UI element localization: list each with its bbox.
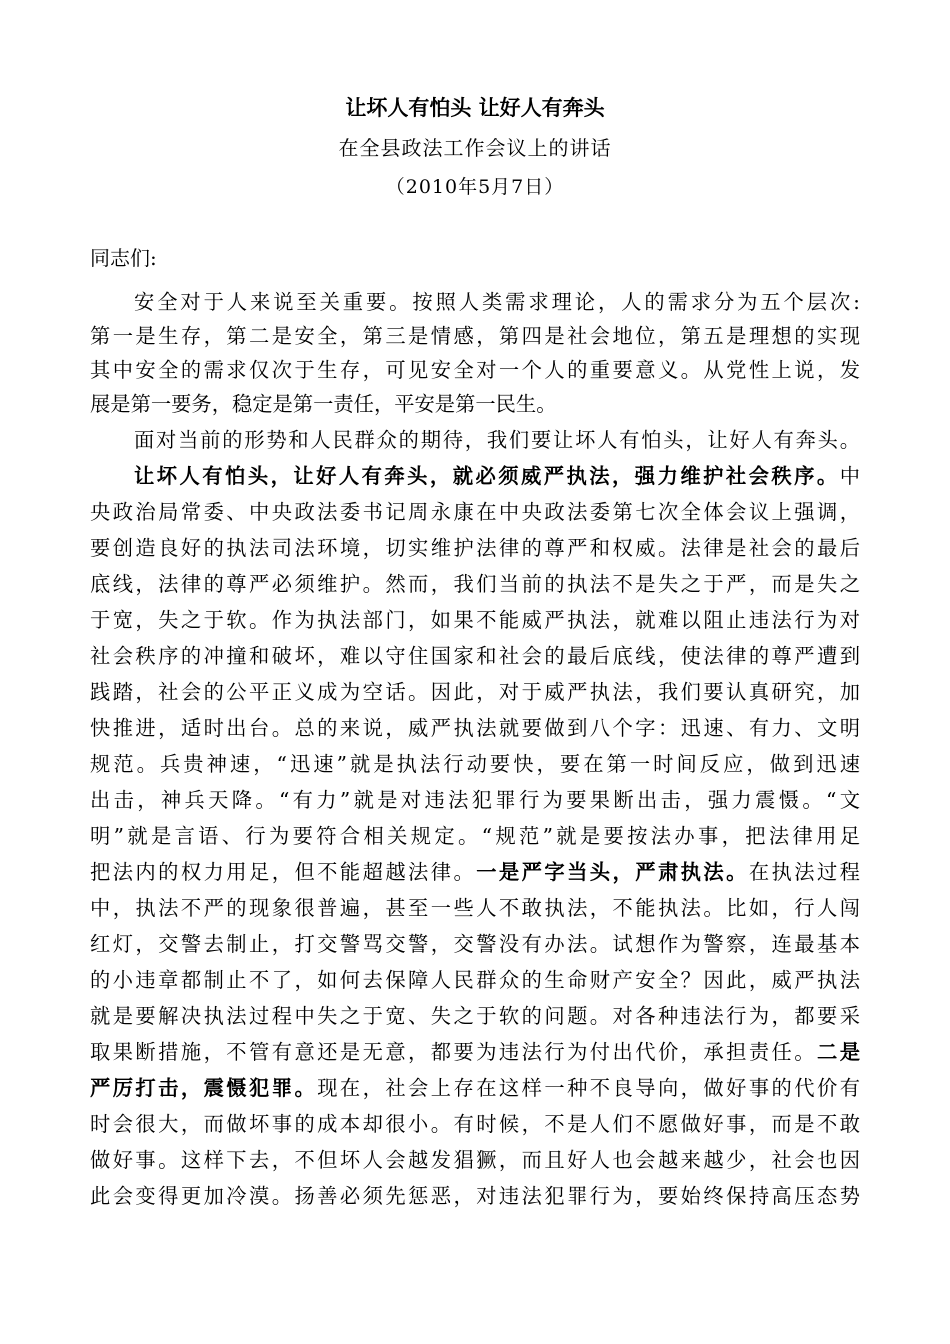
body-text: 快推进，适时出台。总的来说，威严执法就要做到八个字：迅速、有力、文明 [90, 716, 860, 740]
body-text: 取果断措施，不管有意还是无意，都要为违法行为付出代价，承担责任。 [90, 1040, 817, 1064]
body-line [90, 1070, 860, 1106]
body-text: 在执法过程 [748, 860, 860, 884]
body-text: 明”就是言语、行为要符合相关规定。“规范”就是要按法办事，把法律用足 [90, 824, 860, 848]
document-subtitle: 在全县政法工作会议上的讲话 [338, 136, 612, 160]
body-text: 出击，神兵天降。“有力”就是对违法犯罪行为要果断出击，强力震慑。“文 [90, 788, 860, 812]
body-line [90, 782, 860, 818]
body-line [90, 1178, 860, 1214]
body-text: 央政治局常委、中央政法委书记周永康在中央政法委第七次全体会议上强调， [90, 500, 860, 524]
body-text: 社会秩序的冲撞和破坏，难以守住国家和社会的最后底线，使法律的尊严遭到 [90, 644, 860, 668]
body-text: 红灯，交警去制止，打交警骂交警，交警没有办法。试想作为警察，连最基本 [90, 932, 860, 956]
body-text: 第一是生存，第二是安全，第三是情感，第四是社会地位，第五是理想的实现 [90, 324, 860, 348]
body-line [90, 494, 860, 530]
body-text: 其中安全的需求仅次于生存，可见安全对一个人的重要意义。从党性上说，发 [90, 358, 860, 382]
body-text: 安全对于人来说至关重要。按照人类需求理论，人的需求分为五个层次: [134, 290, 860, 314]
body-line [90, 854, 860, 890]
emphasis-text: 让坏人有怕头，让好人有奔头，就必须威严执法，强力维护社会秩序。 [134, 464, 840, 488]
body-line [90, 818, 860, 854]
body-line [90, 926, 860, 962]
body-text: 要创造良好的执法司法环境，切实维护法律的尊严和权威。法律是社会的最后 [90, 536, 860, 560]
body-line [90, 890, 860, 926]
body-text: 展是第一要务，稳定是第一责任，平安是第一民生。 [90, 392, 557, 416]
body-text: 做好事。这样下去，不但坏人会越发猖獗，而且好人也会越来越少，社会也因 [90, 1148, 860, 1172]
body-text: 此会变得更加冷漠。扬善必须先惩恶，对违法犯罪行为，要始终保持高压态势 [90, 1184, 860, 1208]
body-line [90, 746, 860, 782]
body-text: 践踏，社会的公平正义成为空话。因此，对于威严执法，我们要认真研究，加 [90, 680, 860, 704]
body-text: 中，执法不严的现象很普遍，甚至一些人不敢执法，不能执法。比如，行人闯 [90, 896, 860, 920]
body-line [90, 530, 860, 566]
body-line [90, 962, 860, 998]
body-text: 底线，法律的尊严必须维护。然而，我们当前的执法不是失之于严，而是失之 [90, 572, 860, 596]
document-title: 让坏人有怕头 让好人有奔头 [345, 95, 605, 120]
body-line [90, 352, 860, 388]
body-line [134, 284, 860, 320]
body-line [90, 998, 860, 1034]
body-text: 于宽，失之于软。作为执法部门，如果不能威严执法，就难以阻止违法行为对 [90, 608, 860, 632]
body-line [90, 1034, 860, 1070]
emphasis-text: 一是严字当头，严肃执法。 [476, 860, 749, 884]
body-line [90, 710, 860, 746]
body-text: 现在，社会上存在这样一种不良导向，做好事的代价有 [317, 1076, 860, 1100]
body-line [90, 318, 860, 354]
emphasis-text: 严厉打击，震慑犯罪。 [90, 1076, 318, 1100]
body-line [90, 1142, 860, 1178]
body-text: 把法内的权力用足，但不能超越法律。 [90, 860, 477, 884]
body-line [90, 566, 860, 602]
body-line [134, 458, 860, 494]
body-line [90, 674, 860, 710]
body-text: 的小违章都制止不了，如何去保障人民群众的生命财产安全？因此，威严执法 [90, 968, 860, 992]
body-text: 规范。兵贵神速，“迅速”就是执法行动要快，要在第一时间反应，做到迅速 [90, 752, 860, 776]
body-text: 时会很大，而做坏事的成本却很小。有时候，不是人们不愿做好事，而是不敢 [90, 1112, 860, 1136]
body-line [90, 1106, 860, 1142]
emphasis-text: 二是 [816, 1040, 860, 1064]
body-text: 中 [839, 464, 860, 488]
body-text: 就是要解决执法过程中失之于宽、失之于软的问题。对各种违法行为，都要采 [90, 1004, 860, 1028]
body-line [134, 422, 860, 458]
body-line [90, 602, 860, 638]
salutation: 同志们: [90, 246, 157, 270]
body-text: 面对当前的形势和人民群众的期待，我们要让坏人有怕头，让好人有奔头。 [134, 428, 860, 452]
body-line [90, 386, 860, 422]
document-date: （2010年5月7日） [385, 176, 565, 198]
body-line [90, 638, 860, 674]
